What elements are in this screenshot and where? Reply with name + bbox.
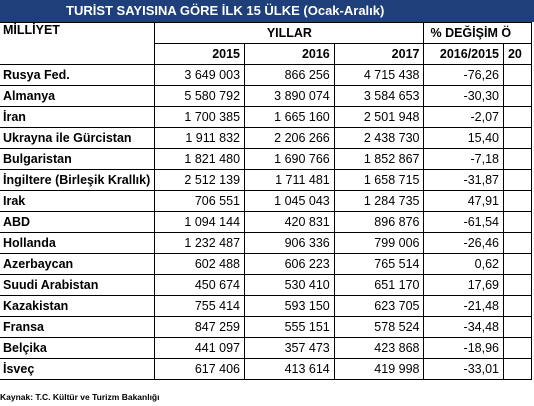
value-2017-cell: 578 524 bbox=[334, 317, 424, 338]
country-cell bbox=[0, 275, 155, 296]
value-2016-cell: 866 256 bbox=[245, 65, 335, 86]
change-extra-cell bbox=[503, 212, 531, 233]
table-row bbox=[0, 338, 532, 359]
table-row bbox=[0, 191, 532, 212]
value-2016-cell: 2 206 266 bbox=[245, 128, 335, 149]
value-2016-cell: 530 410 bbox=[245, 275, 335, 296]
value-2016-cell: 593 150 bbox=[245, 296, 335, 317]
country-cell bbox=[0, 359, 155, 380]
value-2015-cell: 2 512 139 bbox=[155, 170, 245, 191]
change-cell: -2,07 bbox=[424, 107, 504, 128]
country-name: İran bbox=[3, 110, 26, 124]
table-row bbox=[0, 254, 532, 275]
value-2015-cell: 617 406 bbox=[155, 359, 245, 380]
table-row bbox=[0, 317, 532, 338]
value-2017-cell: 4 715 438 bbox=[334, 65, 424, 86]
country-cell bbox=[0, 338, 155, 359]
value-2015-cell: 5 580 792 bbox=[155, 86, 245, 107]
value-2016-cell: 3 890 074 bbox=[245, 86, 335, 107]
country-cell bbox=[0, 254, 155, 275]
table-row bbox=[0, 86, 532, 107]
table-row bbox=[0, 233, 532, 254]
header-year-2016: 2016 bbox=[245, 44, 335, 65]
country-cell bbox=[0, 170, 155, 191]
country-cell bbox=[0, 212, 155, 233]
change-extra-cell bbox=[503, 296, 531, 317]
value-2015-cell: 602 488 bbox=[155, 254, 245, 275]
table-row bbox=[0, 149, 532, 170]
value-2015-cell: 1 700 385 bbox=[155, 107, 245, 128]
country-name: Rusya Fed. bbox=[3, 68, 70, 82]
value-2015-cell: 847 259 bbox=[155, 317, 245, 338]
change-cell: -18,96 bbox=[424, 338, 504, 359]
table-row bbox=[0, 296, 532, 317]
change-extra-cell bbox=[503, 338, 531, 359]
table-row bbox=[0, 128, 532, 149]
value-2017-cell: 419 998 bbox=[334, 359, 424, 380]
tourist-count-table bbox=[0, 22, 532, 380]
change-cell: -30,30 bbox=[424, 86, 504, 107]
country-name: Azerbaycan bbox=[3, 257, 74, 271]
change-extra-cell bbox=[503, 107, 531, 128]
country-cell bbox=[0, 296, 155, 317]
table-row bbox=[0, 65, 532, 86]
country-cell bbox=[0, 149, 155, 170]
change-extra-cell bbox=[503, 149, 531, 170]
country-name: Hollanda bbox=[3, 236, 56, 250]
change-extra-cell bbox=[503, 191, 531, 212]
change-extra-cell bbox=[503, 65, 531, 86]
country-name: ABD bbox=[3, 215, 31, 229]
table-row bbox=[0, 212, 532, 233]
country-name: İngiltere (Birleşik Krallık) bbox=[3, 173, 151, 187]
change-extra-cell bbox=[503, 254, 531, 275]
country-name: Irak bbox=[3, 194, 26, 208]
value-2015-cell: 1 094 144 bbox=[155, 212, 245, 233]
header-years-group: YILLAR bbox=[155, 23, 424, 44]
change-cell: -21,48 bbox=[424, 296, 504, 317]
source-note: Kaynak: T.C. Kültür ve Turizm Bakanlığı bbox=[0, 392, 160, 402]
change-extra-cell bbox=[503, 170, 531, 191]
header-year-2017: 2017 bbox=[334, 44, 424, 65]
value-2017-cell: 896 876 bbox=[334, 212, 424, 233]
header-change-group: % DEĞİŞİM Ö bbox=[424, 23, 532, 44]
value-2016-cell: 906 336 bbox=[245, 233, 335, 254]
value-2017-cell: 651 170 bbox=[334, 275, 424, 296]
value-2015-cell: 755 414 bbox=[155, 296, 245, 317]
value-2017-cell: 1 852 867 bbox=[334, 149, 424, 170]
country-cell bbox=[0, 128, 155, 149]
value-2016-cell: 357 473 bbox=[245, 338, 335, 359]
table-row bbox=[0, 107, 532, 128]
country-name: İsveç bbox=[3, 362, 35, 376]
country-name: Bulgaristan bbox=[3, 152, 72, 166]
change-extra-cell bbox=[503, 233, 531, 254]
change-cell: -61,54 bbox=[424, 212, 504, 233]
country-cell bbox=[0, 191, 155, 212]
value-2015-cell: 706 551 bbox=[155, 191, 245, 212]
change-cell: 47,91 bbox=[424, 191, 504, 212]
country-name: Belçika bbox=[3, 341, 47, 355]
value-2017-cell: 1 658 715 bbox=[334, 170, 424, 191]
change-cell: 0,62 bbox=[424, 254, 504, 275]
country-cell bbox=[0, 86, 155, 107]
header-change-2016-2015: 2016/2015 bbox=[424, 44, 504, 65]
change-cell: -31,87 bbox=[424, 170, 504, 191]
header-country: MİLLİYET bbox=[0, 23, 155, 65]
header-row-groups bbox=[0, 23, 532, 44]
value-2016-cell: 413 614 bbox=[245, 359, 335, 380]
change-cell: -33,01 bbox=[424, 359, 504, 380]
value-2015-cell: 450 674 bbox=[155, 275, 245, 296]
change-cell: -7,18 bbox=[424, 149, 504, 170]
change-cell: 15,40 bbox=[424, 128, 504, 149]
change-cell: 17,69 bbox=[424, 275, 504, 296]
value-2017-cell: 623 705 bbox=[334, 296, 424, 317]
country-name: Ukrayna ile Gürcistan bbox=[3, 131, 132, 145]
value-2016-cell: 420 831 bbox=[245, 212, 335, 233]
country-name: Almanya bbox=[3, 89, 56, 103]
value-2017-cell: 3 584 653 bbox=[334, 86, 424, 107]
country-name: Kazakistan bbox=[3, 299, 69, 313]
value-2015-cell: 1 911 832 bbox=[155, 128, 245, 149]
value-2015-cell: 3 649 003 bbox=[155, 65, 245, 86]
country-cell bbox=[0, 233, 155, 254]
header-year-2015: 2015 bbox=[155, 44, 245, 65]
value-2016-cell: 555 151 bbox=[245, 317, 335, 338]
value-2017-cell: 1 284 735 bbox=[334, 191, 424, 212]
value-2015-cell: 1 821 480 bbox=[155, 149, 245, 170]
value-2016-cell: 1 665 160 bbox=[245, 107, 335, 128]
change-extra-cell bbox=[503, 317, 531, 338]
change-cell: -34,48 bbox=[424, 317, 504, 338]
value-2016-cell: 1 045 043 bbox=[245, 191, 335, 212]
value-2016-cell: 1 690 766 bbox=[245, 149, 335, 170]
country-name: Fransa bbox=[3, 320, 44, 334]
change-cell: -76,26 bbox=[424, 65, 504, 86]
value-2016-cell: 606 223 bbox=[245, 254, 335, 275]
table-row bbox=[0, 275, 532, 296]
country-cell bbox=[0, 65, 155, 86]
country-cell bbox=[0, 107, 155, 128]
value-2017-cell: 765 514 bbox=[334, 254, 424, 275]
value-2017-cell: 2 438 730 bbox=[334, 128, 424, 149]
change-extra-cell bbox=[503, 275, 531, 296]
value-2017-cell: 2 501 948 bbox=[334, 107, 424, 128]
table-title: TURİST SAYISINA GÖRE İLK 15 ÜLKE (Ocak-Aralık) bbox=[0, 0, 534, 22]
table-row bbox=[0, 170, 532, 191]
change-extra-cell bbox=[503, 359, 531, 380]
change-extra-cell bbox=[503, 86, 531, 107]
table-row bbox=[0, 359, 532, 380]
value-2015-cell: 441 097 bbox=[155, 338, 245, 359]
change-extra-cell bbox=[503, 128, 531, 149]
value-2017-cell: 423 868 bbox=[334, 338, 424, 359]
change-cell: -26,46 bbox=[424, 233, 504, 254]
value-2017-cell: 799 006 bbox=[334, 233, 424, 254]
country-name: Suudi Arabistan bbox=[3, 278, 99, 292]
header-change-next: 20 bbox=[503, 44, 531, 65]
value-2015-cell: 1 232 487 bbox=[155, 233, 245, 254]
country-cell bbox=[0, 317, 155, 338]
value-2016-cell: 1 711 481 bbox=[245, 170, 335, 191]
